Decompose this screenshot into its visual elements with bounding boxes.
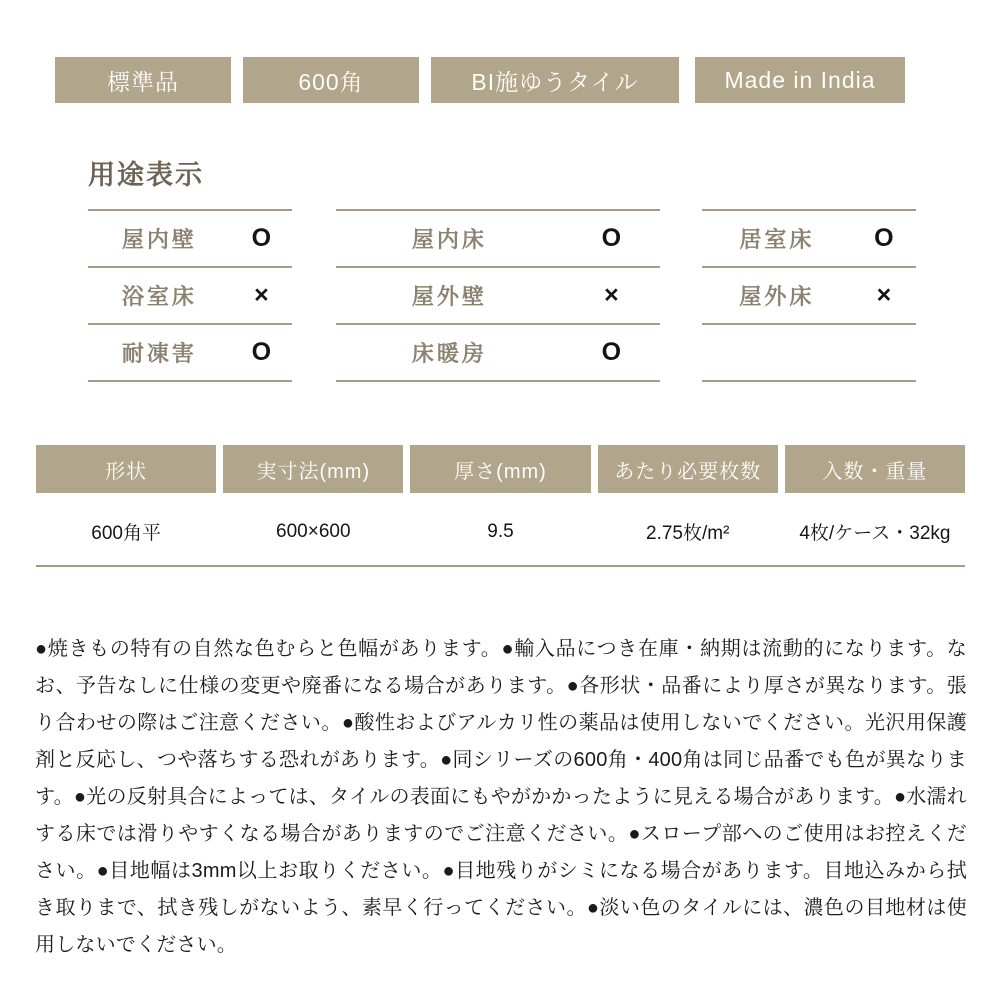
usage-row-living-room-floor [702,211,916,268]
usage-column-2 [336,209,660,382]
spec-header-quantity-weight: 入数・重量 [785,445,965,493]
usage-label: 屋内壁 [121,227,197,252]
spec-header-thickness: 厚さ(mm) [410,445,590,493]
product-notes-text: ●焼きもの特有の自然な色むらと色幅があります。●輸入品につき在庫・納期は流動的になります。なお、予告なしに仕様の変更や廃番になる場合があります。●各形状・品番により厚さが異なります。張り合わせの際はご注意ください。●酸性およびアルカリ性の薬品は使用しないでください。光沢用保護剤と反応し、つや落ちする恐れがあります。●同シリーズの600角・400角は同じ品番でも色が異なります。●光の反射具合によっては、タイルの表面にもやがかかったように見える場合があります。●水濡れする床では滑りやすくなる場合がありますのでご注意ください。●スロープ部へのご使用はお控えください。●目地幅は3mm以上お取りください。●目地残りがシミになる場合があります。目地込みから拭き取りまで、拭き残しがないよう、素早く行ってください。●淡い色のタイルには、濃色の目地材は使用しないでください。 [35,638,967,956]
usage-row-frost-resistance [88,325,292,382]
usage-mark: × [604,281,619,309]
usage-label: 耐凍害 [121,341,197,366]
usage-row-floor-heating [336,325,660,382]
usage-row-indoor-wall [88,211,292,268]
badge-label: 600角 [298,68,364,95]
usage-row-outdoor-floor [702,268,916,325]
usage-row-indoor-floor [336,211,660,268]
usage-column-3 [702,209,916,382]
usage-label: 浴室床 [121,284,197,309]
usage-mark: × [254,281,269,309]
spec-value-quantity-weight: 4枚/ケース・32kg [799,523,951,544]
usage-label: 屋外壁 [411,284,487,309]
spec-value-thickness: 9.5 [487,520,514,542]
usage-mark: O [601,338,622,366]
usage-mark: O [874,224,894,252]
badge-label: 標準品 [107,68,179,95]
badge-tile-size [243,57,419,103]
usage-row-empty [702,325,916,382]
usage-mark: O [251,338,272,366]
spec-table-bottom-rule [36,565,965,567]
badge-label: BI施ゆうタイル [471,68,639,95]
badge-tile-type [431,57,679,103]
badge-standard-product [55,57,231,103]
usage-mark: × [876,281,892,309]
usage-row-bathroom-floor [88,268,292,325]
usage-label: 居室床 [739,227,815,252]
usage-label: 屋外床 [739,284,815,309]
spec-table-value-row [36,508,965,555]
spec-header-sheets-required: あたり必要枚数 [598,445,778,493]
badge-label: Made in India [724,66,876,93]
spec-value-sheets-required: 2.75枚/m² [646,523,730,544]
usage-label: 床暖房 [411,341,487,366]
usage-mark: O [601,224,622,252]
spec-header-shape: 形状 [36,445,216,493]
usage-section-heading: 用途表示 [88,160,204,190]
spec-header-actual-size: 実寸法(mm) [223,445,403,493]
spec-value-actual-size: 600×600 [276,520,351,542]
spec-value-shape: 600角平 [91,523,161,544]
spec-table-header-row [36,445,965,493]
badge-country-of-origin [695,57,905,103]
usage-label: 屋内床 [411,227,487,252]
usage-column-1 [88,209,292,382]
usage-row-outdoor-wall [336,268,660,325]
usage-mark: O [251,224,272,252]
